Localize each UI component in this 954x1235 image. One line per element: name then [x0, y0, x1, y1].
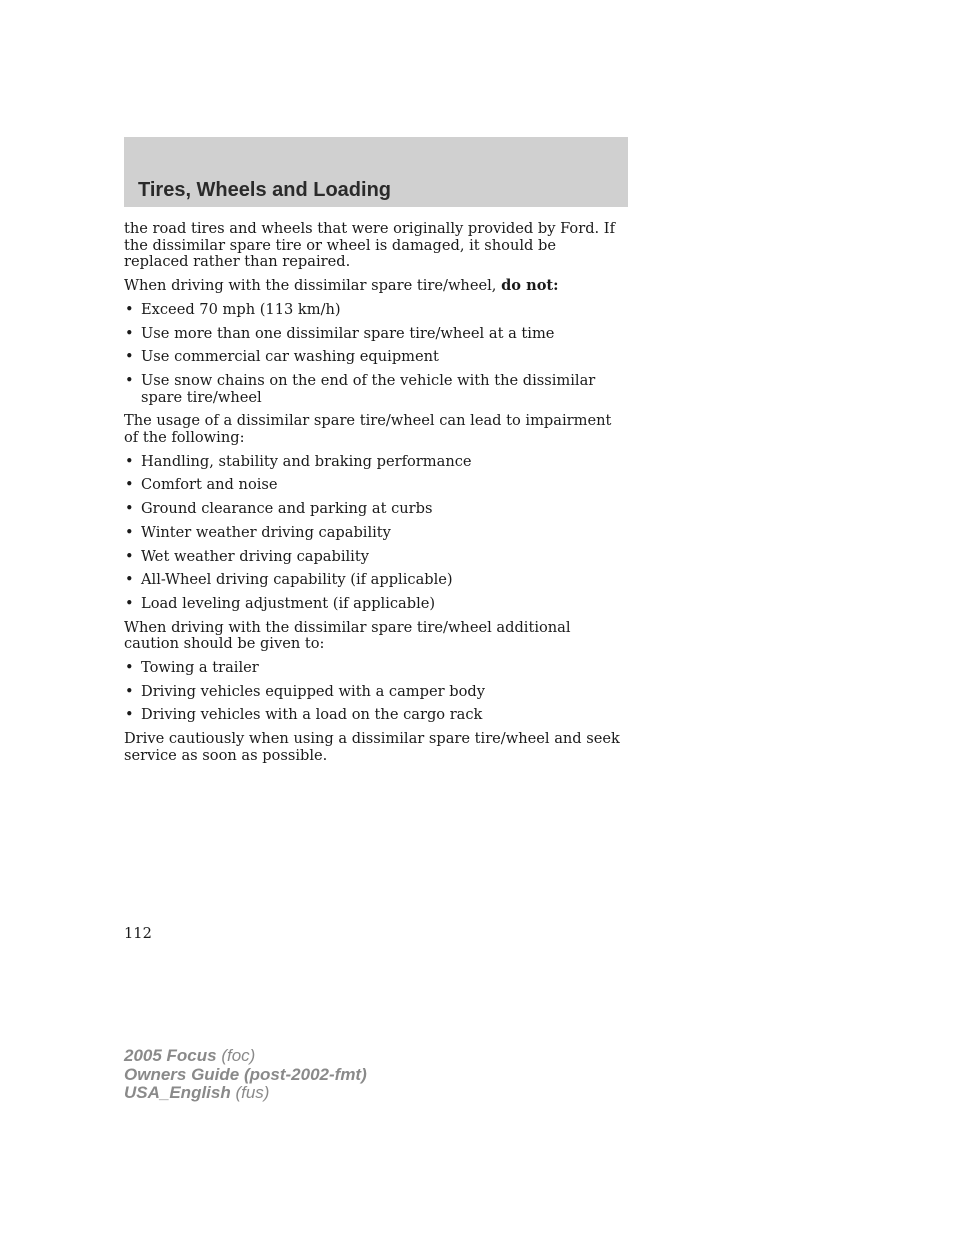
bullet-icon: •	[125, 682, 134, 700]
bullet-icon: •	[125, 500, 134, 518]
list-item: • Driving vehicles equipped with a camper body	[125, 682, 485, 700]
list-do-not	[124, 302, 624, 407]
list-item: • All-Wheel driving capability (if applicable)	[125, 571, 453, 589]
list-item: • Load leveling adjustment (if applicable)	[125, 594, 436, 612]
list-item: • Handling, stability and braking performance	[125, 452, 472, 470]
bullet-icon: •	[125, 452, 134, 470]
bullet-icon: •	[125, 371, 134, 389]
paragraph-impairment: The usage of a dissimilar spare tire/wheel can lead to impairment of the following:	[124, 412, 612, 447]
list-item: • Exceed 70 mph (113 km/h)	[125, 300, 341, 318]
page-number: 112	[124, 925, 152, 942]
list-impairment	[124, 454, 624, 613]
list-item: • Use more than one dissimilar spare tire/wheel at a time	[125, 324, 555, 342]
footer-line-model: 2005 Focus (foc)	[124, 1046, 256, 1065]
list-item: • Wet weather driving capability	[125, 547, 369, 565]
list-item: • Ground clearance and parking at curbs	[125, 500, 433, 518]
body-content	[124, 221, 624, 772]
bullet-icon: •	[125, 348, 134, 366]
paragraph-do-not	[124, 278, 624, 295]
footer-line-guide: Owners Guide (post-2002-fmt)	[124, 1064, 367, 1084]
bullet-icon: •	[125, 300, 134, 318]
bullet-icon: •	[125, 476, 134, 494]
list-item: • Use snow chains on the end of the vehicle with the dissimilar spare tire/wheel	[125, 371, 596, 406]
document-footer	[124, 1047, 367, 1103]
paragraph-caution: When driving with the dissimilar spare tire/wheel additional caution should be given to:	[124, 618, 571, 653]
list-item: • Driving vehicles with a load on the cargo rack	[125, 706, 483, 724]
bullet-icon: •	[125, 659, 134, 677]
section-title: Tires, Wheels and Loading	[138, 179, 392, 201]
footer-line-language: USA_English (fus)	[124, 1083, 270, 1102]
bullet-icon: •	[125, 594, 134, 612]
bullet-icon: •	[125, 523, 134, 541]
list-caution	[124, 660, 624, 724]
list-item: • Winter weather driving capability	[125, 523, 391, 541]
list-item: • Towing a trailer	[125, 659, 259, 677]
list-item: • Use commercial car washing equipment	[125, 348, 439, 366]
list-item: • Comfort and noise	[125, 476, 278, 494]
bullet-icon: •	[125, 706, 134, 724]
bullet-icon: •	[125, 324, 134, 342]
section-header-band	[124, 137, 628, 207]
paragraph-closing: Drive cautiously when using a dissimilar spare tire/wheel and seek service as soon as possible.	[124, 730, 620, 764]
paragraph-intro: the road tires and wheels that were originally provided by Ford. If the dissimilar spare tire or wheel is damaged, it should be replaced rather than repaired.	[124, 220, 615, 271]
do-not-bold: do not:	[501, 277, 559, 295]
bullet-icon: •	[125, 571, 134, 589]
bullet-icon: •	[125, 547, 134, 565]
do-not-lead-text: When driving with the dissimilar spare tire/wheel,	[124, 277, 502, 295]
